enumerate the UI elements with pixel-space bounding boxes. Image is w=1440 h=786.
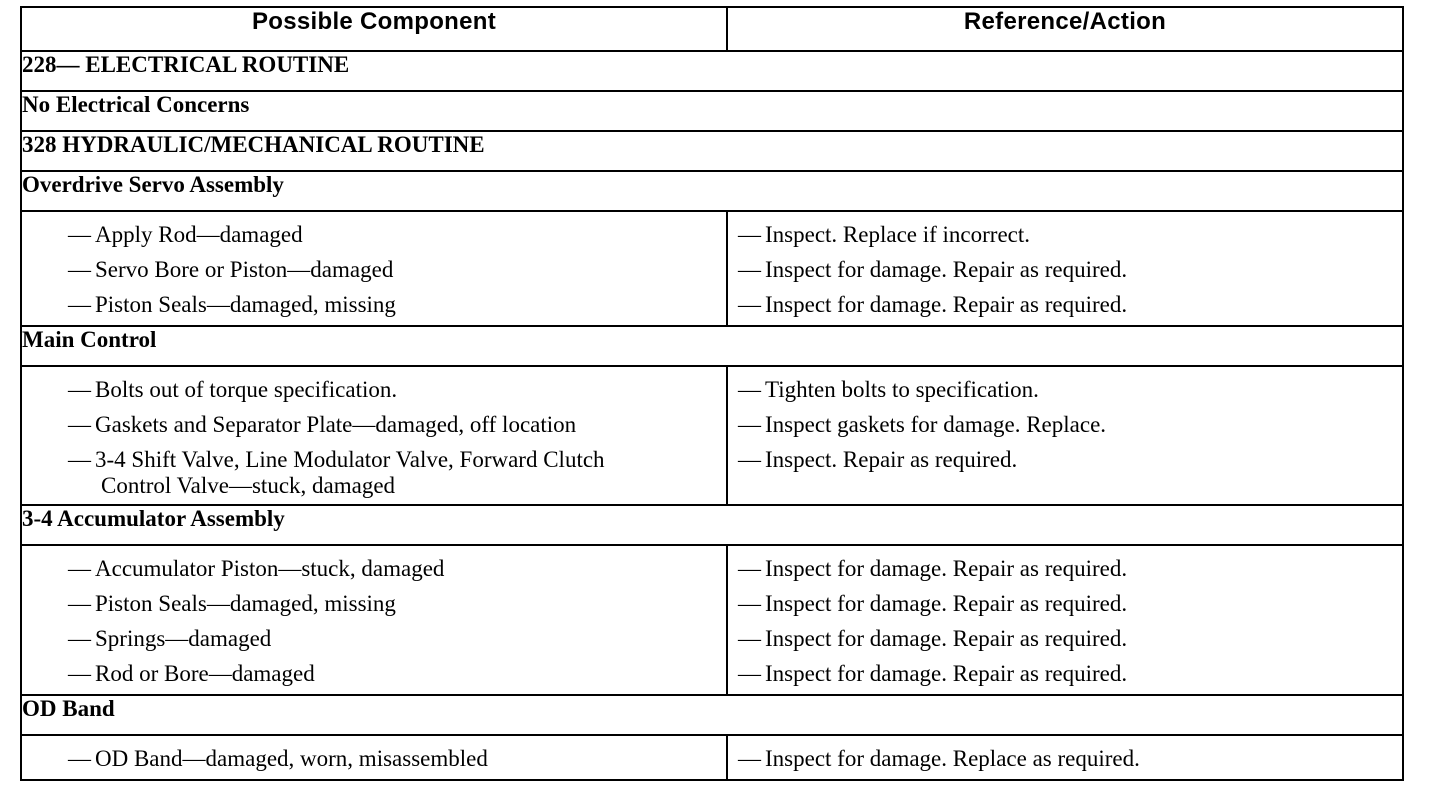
action-text: Inspect for damage. Repair as required. [765,626,1128,651]
header-possible-component: Possible Component [21,7,727,51]
component-text: Bolts out of torque specification. [95,377,398,402]
component-item [22,217,726,252]
action-item [728,407,1402,442]
component-item [22,372,726,407]
section-row [21,326,1403,366]
component-item [22,621,726,656]
section-row [21,171,1403,211]
dash: — [738,412,761,437]
action-cell [727,545,1403,695]
component-text: Piston Seals—damaged, missing [95,591,396,616]
component-cell [21,545,727,695]
dash: — [738,222,761,247]
component-text: Gaskets and Separator Plate—damaged, off location [95,412,577,437]
component-item [22,551,726,586]
section-title: 3-4 Accumulator Assembly [21,505,1403,545]
component-text: OD Band—damaged, worn, misassembled [95,746,488,771]
component-text: Rod or Bore—damaged [95,661,315,686]
component-item [22,252,726,287]
diagnosis-table [20,6,1404,781]
component-item [22,407,726,442]
section-row [21,695,1403,735]
section-title: Main Control [21,326,1403,366]
action-item [728,252,1402,287]
component-cell [21,211,727,326]
component-text: Apply Rod—damaged [95,222,303,247]
action-text: Tighten bolts to specification. [765,377,1039,402]
dash: — [738,626,761,651]
component-item [22,586,726,621]
header-row [21,7,1403,51]
action-text: Inspect for damage. Replace as required. [765,746,1140,771]
dash: — [68,591,91,616]
dash: — [68,257,91,282]
component-cell [21,366,727,505]
dash: — [738,257,761,282]
section-title: Overdrive Servo Assembly [21,171,1403,211]
action-cell [727,366,1403,505]
dash: — [68,447,91,472]
action-cell [727,211,1403,326]
section-title: No Electrical Concerns [21,91,1403,131]
action-text: Inspect for damage. Repair as required. [765,591,1128,616]
items-row [21,545,1403,695]
dash: — [68,556,91,581]
section-row [21,91,1403,131]
component-text: Springs—damaged [95,626,272,651]
items-row [21,735,1403,780]
section-row [21,505,1403,545]
dash: — [738,746,761,771]
component-text: Servo Bore or Piston—damaged [95,257,394,282]
component-text: Accumulator Piston—stuck, damaged [95,556,445,581]
component-cell [21,735,727,780]
action-item [728,621,1402,656]
items-row [21,211,1403,326]
header-reference-action: Reference/Action [727,7,1403,51]
dash: — [68,661,91,686]
dash: — [738,377,761,402]
action-text: Inspect. Replace if incorrect. [765,222,1031,247]
section-row [21,51,1403,91]
action-text: Inspect gaskets for damage. Replace. [765,412,1107,437]
section-title: 228— ELECTRICAL ROUTINE [21,51,1403,91]
action-item [728,586,1402,621]
dash: — [68,412,91,437]
action-cell [727,735,1403,780]
action-item [728,287,1402,322]
dash: — [738,292,761,317]
action-item [728,656,1402,691]
section-row [21,131,1403,171]
action-item [728,217,1402,252]
action-item [728,442,1402,477]
dash: — [738,556,761,581]
action-text: Inspect. Repair as required. [765,447,1018,472]
dash: — [738,447,761,472]
component-item [22,287,726,322]
component-text: 3-4 Shift Valve, Line Modulator Valve, Forward Clutch [95,447,605,472]
items-row [21,366,1403,505]
action-item [728,551,1402,586]
component-item [22,656,726,691]
action-item [728,741,1402,776]
action-text: Inspect for damage. Repair as required. [765,257,1128,282]
dash: — [68,746,91,771]
dash: — [738,591,761,616]
action-text: Inspect for damage. Repair as required. [765,661,1128,686]
dash: — [68,626,91,651]
component-item [22,741,726,776]
action-text: Inspect for damage. Repair as required. [765,292,1128,317]
section-title: OD Band [21,695,1403,735]
component-item-continuation: Control Valve—stuck, damaged [101,473,396,498]
dash: — [68,377,91,402]
component-text: Piston Seals—damaged, missing [95,292,396,317]
action-item [728,372,1402,407]
dash: — [68,222,91,247]
section-title: 328 HYDRAULIC/MECHANICAL ROUTINE [21,131,1403,171]
dash: — [68,292,91,317]
dash: — [738,661,761,686]
action-text: Inspect for damage. Repair as required. [765,556,1128,581]
